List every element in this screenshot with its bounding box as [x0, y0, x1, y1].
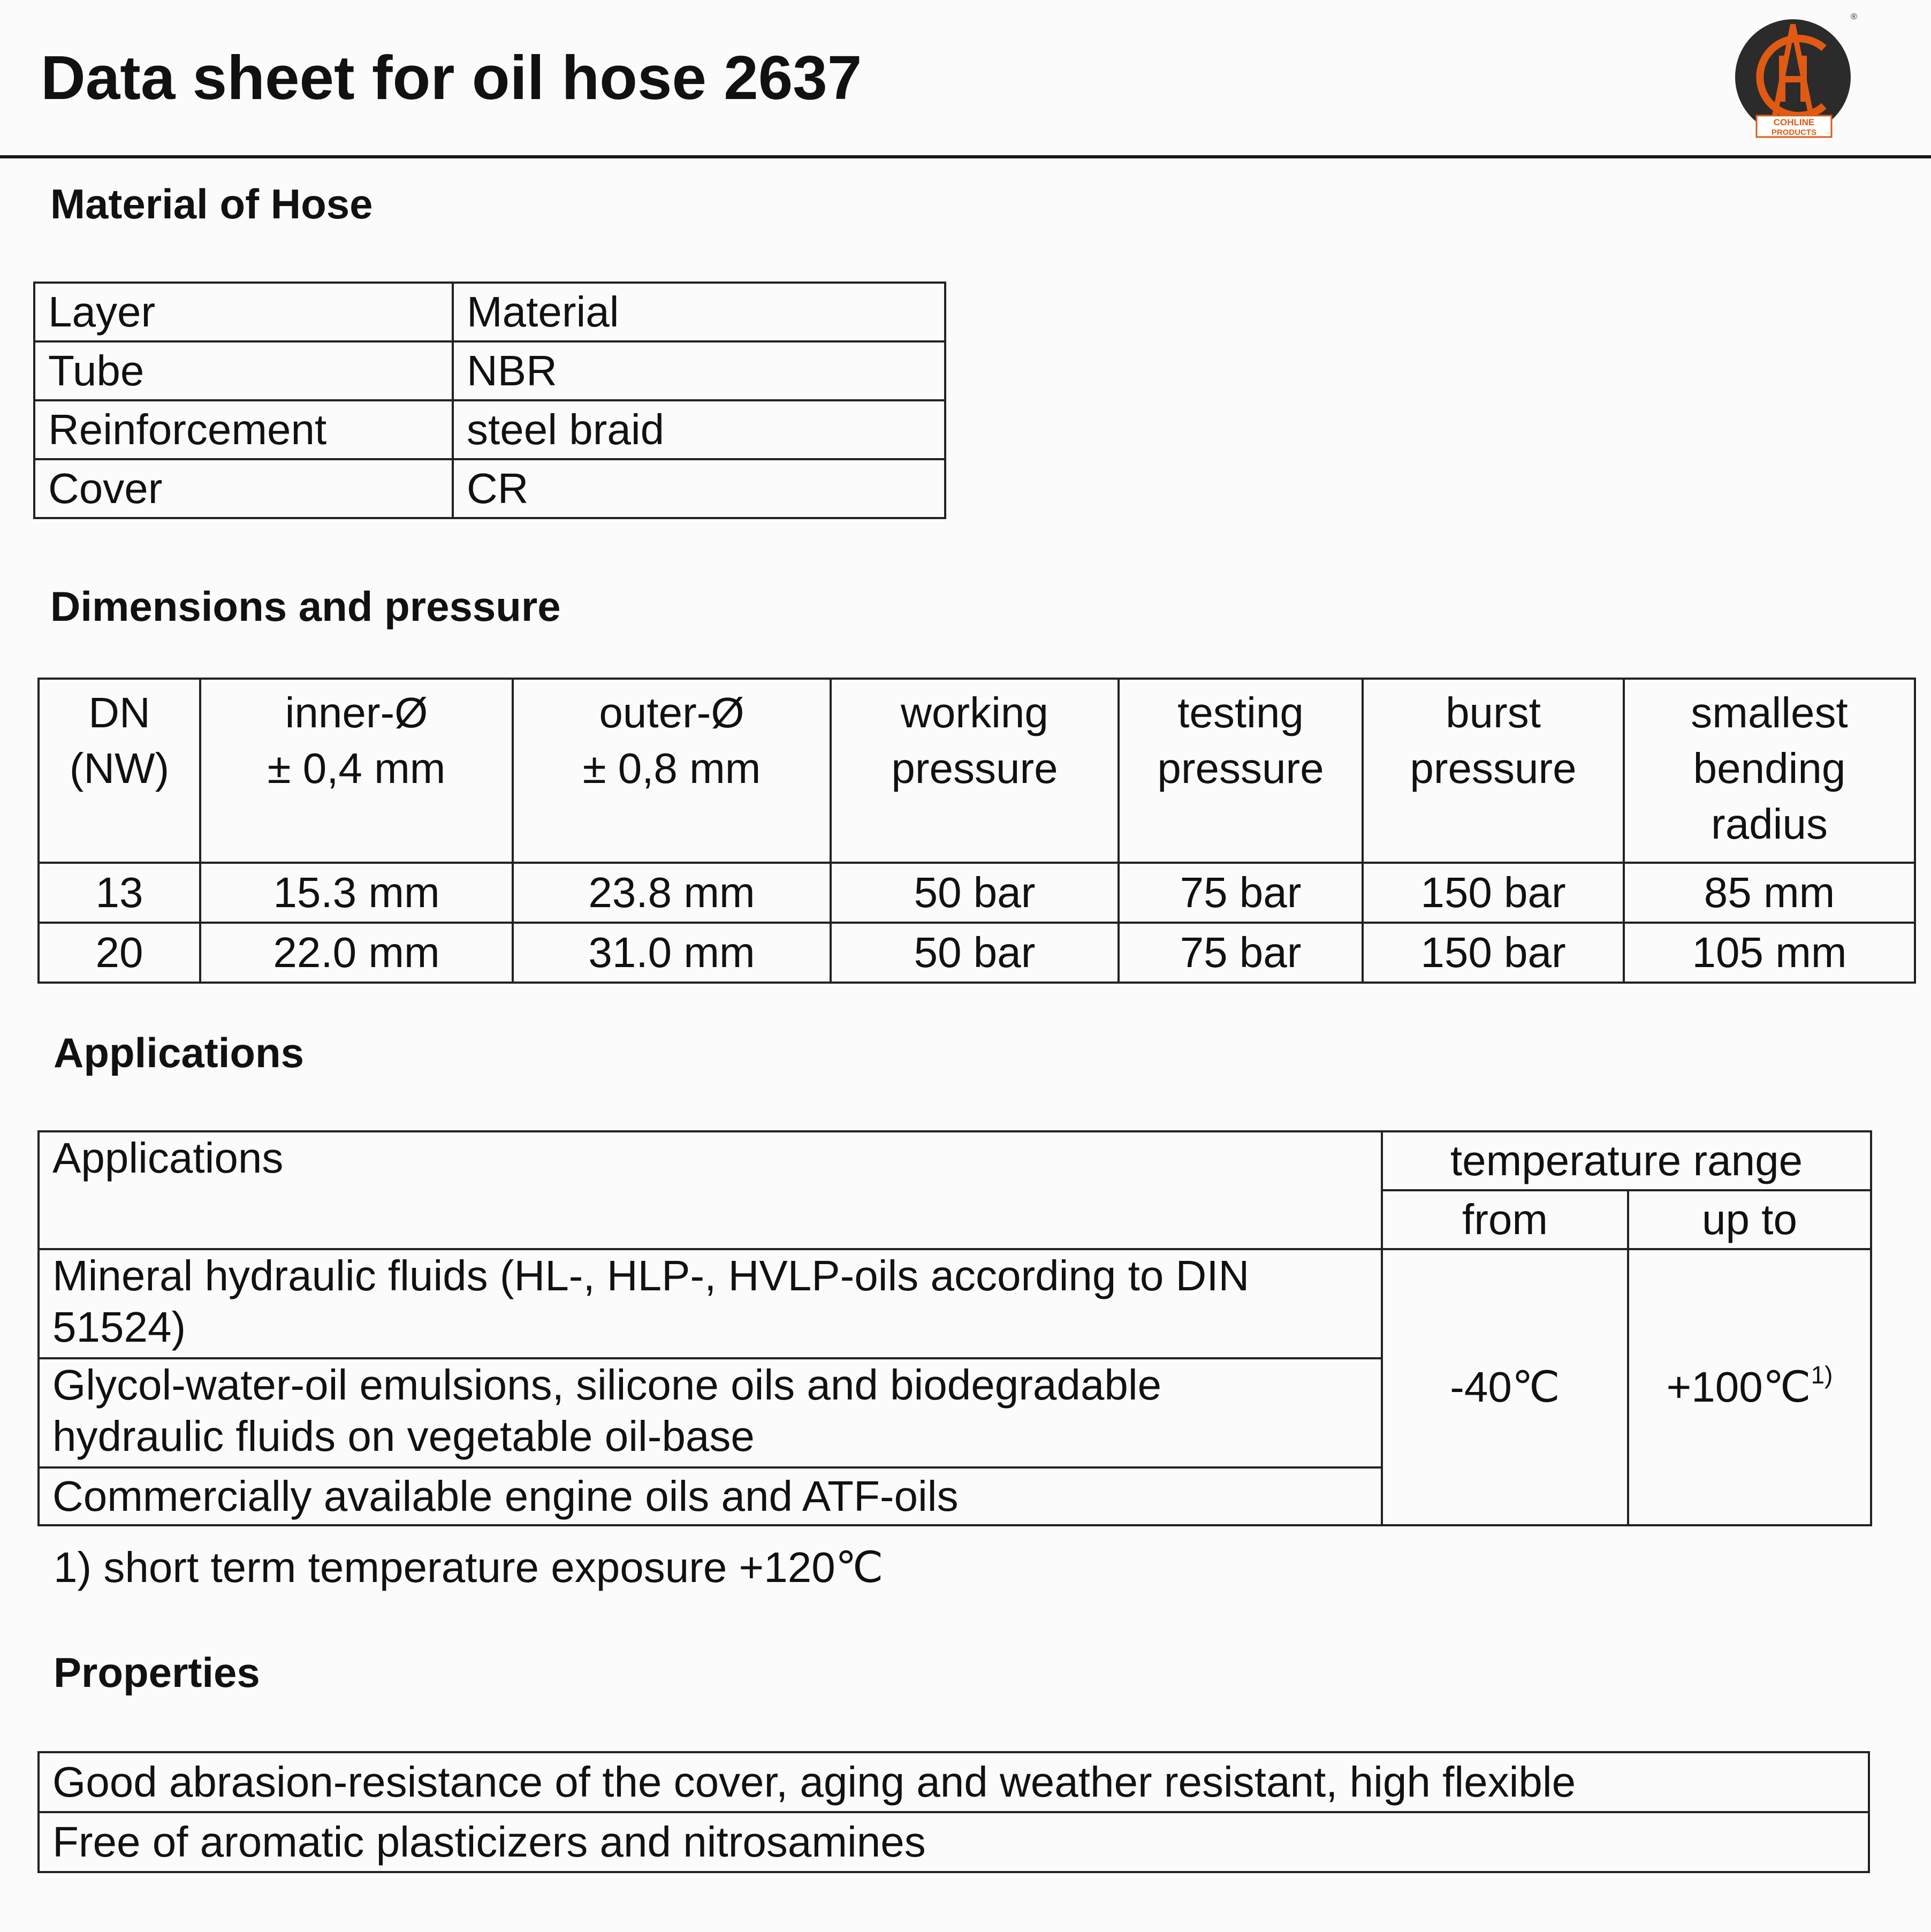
table-cell: steel braid [453, 400, 945, 459]
table-cell: Cover [34, 459, 453, 518]
column-header-bending-radius: smallest bending radius [1624, 679, 1915, 863]
table-cell: 31.0 mm [513, 923, 831, 983]
logo-text-bottom: PRODUCTS [1771, 128, 1817, 137]
temperature-footnote: 1) short term temperature exposure +120℃ [54, 1543, 884, 1591]
applications-table [37, 1130, 1872, 1526]
column-header-working-pressure: working pressure [831, 679, 1119, 863]
table-cell: 20 [39, 923, 200, 983]
title-divider [0, 155, 1931, 158]
table-header-row [39, 1131, 1871, 1190]
logo-text-top: COHLINE [1773, 117, 1815, 127]
column-header-inner-diameter: inner-Ø ± 0,4 mm [200, 679, 513, 863]
table-cell: 85 mm [1624, 863, 1915, 923]
footnote-marker: 1) [1811, 1361, 1833, 1389]
table-cell: 150 bar [1363, 923, 1624, 983]
table-cell: 13 [39, 863, 200, 923]
material-heading: Material of Hose [50, 180, 373, 227]
table-cell: Material [453, 283, 945, 341]
column-header-outer-diameter: outer-Ø ± 0,8 mm [513, 679, 831, 863]
table-row [34, 459, 945, 518]
table-row [34, 283, 945, 341]
column-header-from: from [1382, 1190, 1628, 1249]
table-row [39, 1752, 1869, 1812]
dimensions-table [37, 678, 1916, 984]
table-row [39, 1249, 1871, 1358]
column-header-burst-pressure: burst pressure [1363, 679, 1624, 863]
table-cell: 105 mm [1624, 923, 1915, 983]
applications-heading: Applications [54, 1029, 305, 1076]
table-row [39, 923, 1915, 983]
table-cell: 150 bar [1363, 863, 1624, 923]
property-item: Good abrasion-resistance of the cover, aging and weather resistant, high flexible [39, 1752, 1869, 1812]
column-header-applications: Applications [39, 1131, 1382, 1249]
table-cell: CR [453, 459, 945, 518]
column-header-testing-pressure: testing pressure [1119, 679, 1363, 863]
page-title: Data sheet for oil hose 2637 [41, 43, 862, 112]
logo-registered-mark: ® [1851, 12, 1857, 21]
column-header-up-to: up to [1628, 1190, 1871, 1249]
table-cell: Tube [34, 341, 453, 400]
cohline-logo [1733, 11, 1861, 139]
table-row [39, 1812, 1869, 1872]
application-glycol-emulsions: Glycol-water-oil emulsions, silicone oils and biodegradable hydraulic fluids on vegetable oil-base [39, 1358, 1382, 1467]
column-header-temperature-range: temperature range [1382, 1131, 1871, 1190]
temperature-from-value: -40℃ [1382, 1249, 1628, 1525]
table-cell: 22.0 mm [200, 923, 513, 983]
material-table [33, 282, 946, 519]
property-item: Free of aromatic plasticizers and nitrosamines [39, 1812, 1869, 1872]
dimensions-heading: Dimensions and pressure [50, 583, 561, 630]
table-cell: 50 bar [831, 863, 1119, 923]
table-row [39, 863, 1915, 923]
application-engine-oils: Commercially available engine oils and ATF-oils [39, 1467, 1382, 1525]
table-cell: 23.8 mm [513, 863, 831, 923]
column-header-dn: DN (NW) [39, 679, 200, 863]
application-mineral-fluids: Mineral hydraulic fluids (HL-, HLP-, HVLP-oils according to DIN 51524) [39, 1249, 1382, 1358]
properties-table [37, 1751, 1870, 1873]
table-cell: NBR [453, 341, 945, 400]
table-cell: Layer [34, 283, 453, 341]
table-header-row [39, 679, 1915, 863]
table-cell: 50 bar [831, 923, 1119, 983]
table-cell: 75 bar [1119, 923, 1363, 983]
table-cell: Reinforcement [34, 400, 453, 459]
temperature-upto-value: +100℃$^{1)}$ [1628, 1249, 1871, 1525]
properties-heading: Properties [54, 1649, 260, 1696]
table-cell: 15.3 mm [200, 863, 513, 923]
table-cell: 75 bar [1119, 863, 1363, 923]
table-row [34, 341, 945, 400]
table-row [34, 400, 945, 459]
